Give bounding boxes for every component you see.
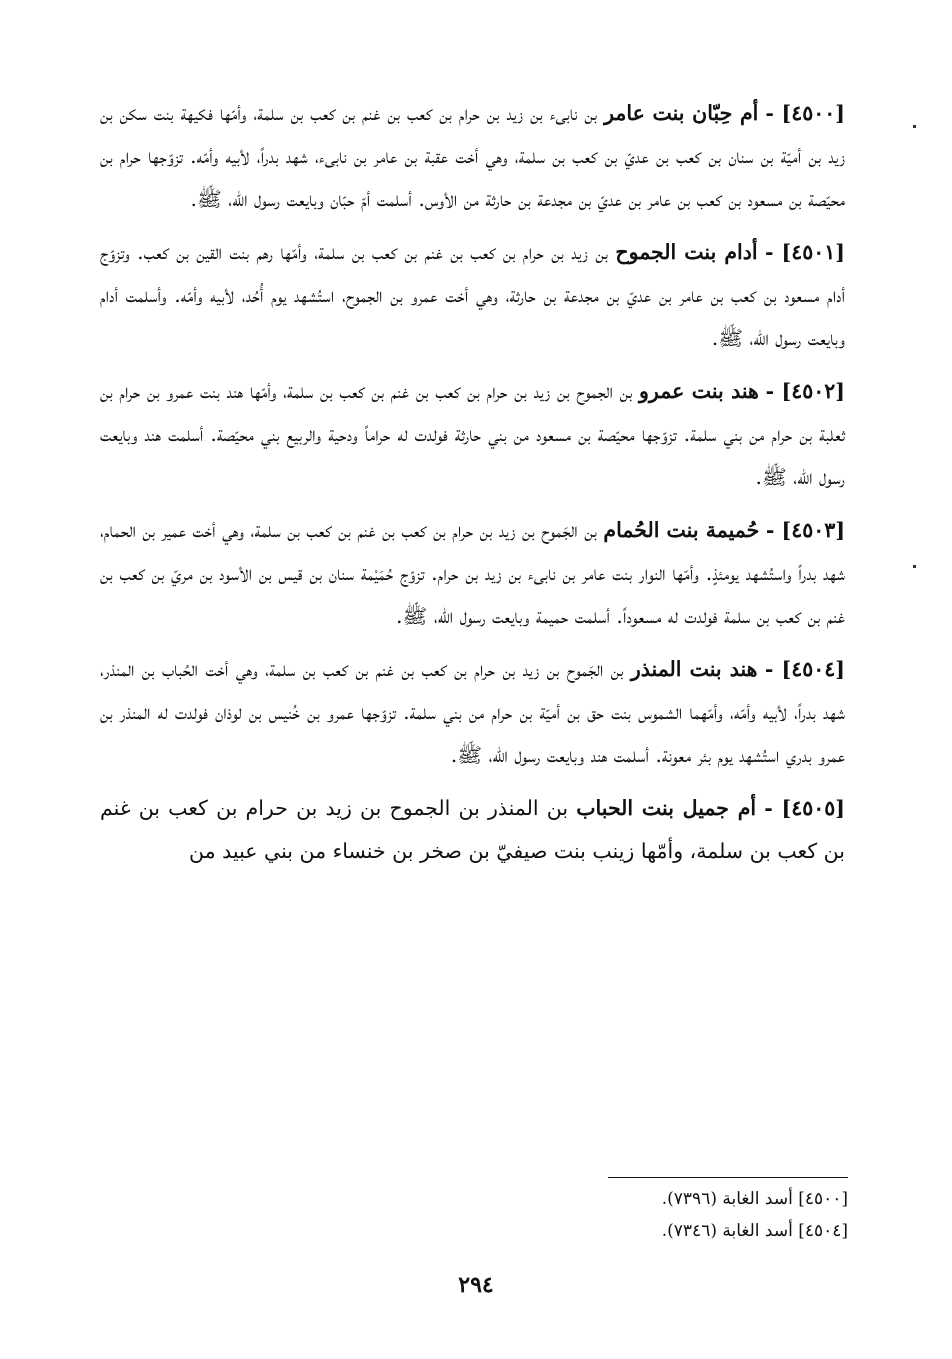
entry-number: [٤٥٠٤] -	[764, 657, 845, 681]
entry-number: [٤٥٠٣] -	[765, 518, 846, 542]
footnotes	[420, 1183, 848, 1247]
entry-body: بن الجموح بن زيد بن حرام بن كعب بن غنم بن كعب بن سلمة، وأمّها هند بنت عمرو بن حرام بن ثعلبة بن حرام من بني سلمة. تزوّجها محيّصة بن مسعود من بني حارثة فولدت له حراماً ودحية والربيع بني محيّصة. أسلمت هند وبايعت رسول الله، ﷺ.	[100, 379, 845, 489]
margin-mark-top	[913, 125, 916, 128]
page-number: ٢٩٤	[458, 1272, 494, 1298]
entry-number: [٤٥٠٥] -	[764, 796, 845, 820]
entry-name: هند بنت عمرو	[639, 379, 759, 403]
entry-name: هند بنت المنذر	[630, 657, 758, 681]
entry-name: حُميمة بنت الحُمام	[603, 518, 760, 542]
entry-body: بن الجَموح بن زيد بن حرام بن كعب بن غنم بن كعب بن سلمة، وهي أخت عمير بن الحمام، شهد بدراً واستُشهد يومئذٍ. وأمّها النوار بنت عامر بن نابىء بن زيد بن حرام. تزوّج حُمَيْمة سنان بن قيس بن الأسود بن مريّ بن كعب بن غنم بن كعب بن سلمة فولدت له مسعوداً. أسلمت حميمة وبايعت رسول الله، ﷺ.	[100, 518, 845, 628]
entry-name: أم جميل بنت الحباب	[576, 796, 757, 820]
footnote-4504: [٤٥٠٤] أسد الغابة (٧٣٤٦).	[661, 1221, 848, 1241]
entry-4501	[100, 231, 845, 360]
entry-name: أم حِبّان بنت عامر	[604, 101, 759, 125]
entry-name: أدام بنت الجموح	[615, 240, 758, 264]
margin-mark-mid	[913, 565, 916, 568]
footnote-4500: [٤٥٠٠] أسد الغابة (٧٣٩٦).	[661, 1189, 848, 1209]
footnote-divider	[608, 1177, 848, 1178]
entry-number: [٤٥٠٠] -	[765, 101, 845, 125]
entry-body: بن نابىء بن زيد بن حرام بن كعب بن غنم بن كعب بن سلمة، وأمّها فكيهة بنت سكن بن زيد بن أميّة بن سنان بن كعب بن عديّ بن كعب بن سلمة، وهي أخت عقبة بن عامر بن نابىء، شهد بدراً، لأبيه وأمّه. تزوّجها حرام بن محيّصة بن مسعود بن كعب بن عامر بن عديّ بن مجدعة بن حارثة من الأوس. أسلمت أمّ حبّان وبايعت رسول الله، ﷺ.	[100, 101, 845, 211]
entry-4502	[100, 370, 845, 499]
entry-number: [٤٥٠٢] -	[765, 379, 845, 403]
entry-body: بن المنذر بن الجموح بن زيد بن حرام بن كعب بن غنم بن كعب بن سلمة، وأمّها زينب بنت صيفيّ بن صخر بن خنساء من بني عبيد من	[100, 796, 845, 863]
entry-body: بن زيد بن حرام بن كعب بن غنم بن كعب بن سلمة، وأمّها رهم بنت القين بن كعب. وتزوّج أدام مسعود بن كعب بن عامر بن عديّ بن مجدعة بن حارثة، وهي أخت عمرو بن الجموح، استُشهد يوم أُحُد، لأبيه وأمّه. وأسلمت أدام وبايعت رسول الله، ﷺ.	[100, 240, 845, 350]
entry-4500	[100, 92, 845, 221]
main-text	[100, 92, 845, 883]
entry-number: [٤٥٠١] -	[764, 240, 845, 264]
entry-4503	[100, 509, 845, 638]
entry-4505	[100, 787, 845, 873]
entry-4504	[100, 648, 845, 777]
entry-body: بن الجَموح بن زيد بن حرام بن كعب بن غنم بن كعب بن سلمة، وهي أخت الحُباب بن المنذر، شهد بدراً، لأبيه وأمّه، وأمّهما الشموس بنت حق بن أميّة بن حرام من بني سلمة. تزوّجها عمرو بن خُنيس بن لوذان فولدت له المنذر بن عمرو بدري استُشهد يوم بئر معونة. أسلمت هند وبايعت رسول الله، ﷺ.	[100, 657, 845, 767]
